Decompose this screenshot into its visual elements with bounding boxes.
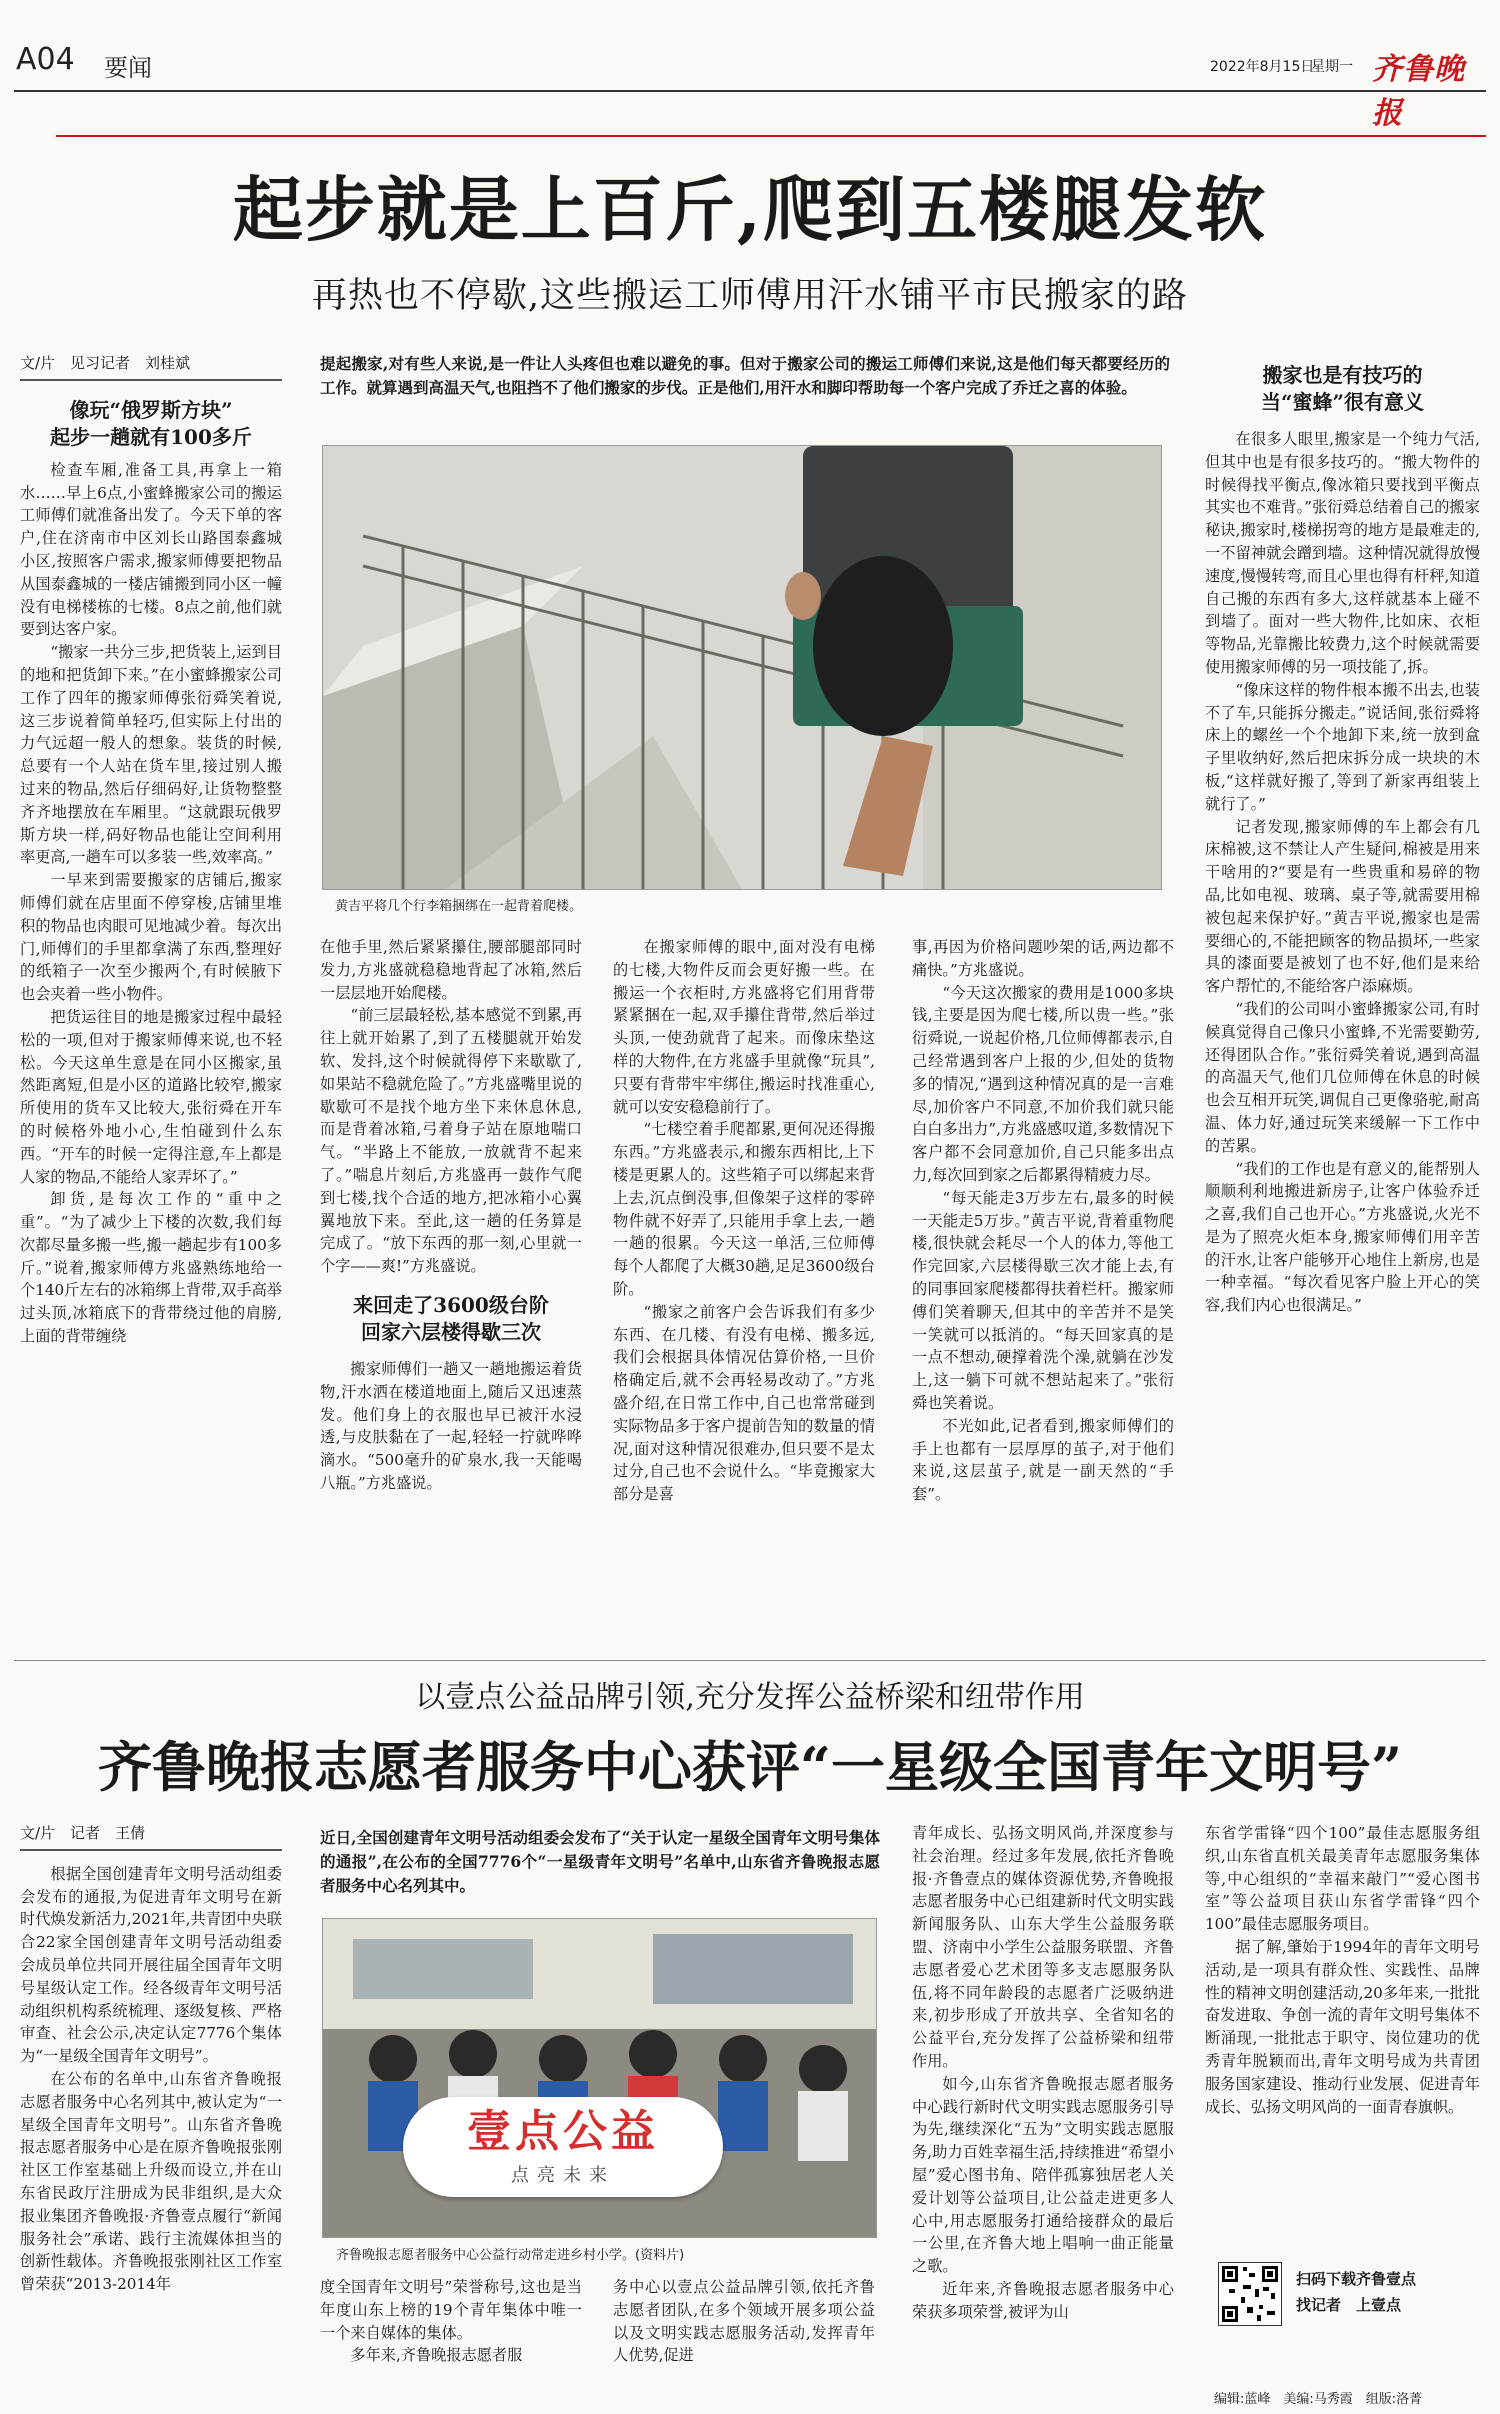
section-head-steps: 来回走了3600级台阶 回家六层楼得歇三次 <box>353 1292 549 1344</box>
qr-code-icon <box>1219 2263 1281 2325</box>
paragraph: 东省学雷锋“四个100”最佳志愿服务组织,山东省直机关最美青年志愿服务集体等,中心组织的“幸福来敲门”“爱心图书室”等公益项目获山东省学雷锋“四个100”最佳志愿服务项目。 <box>1205 1824 1480 1934</box>
paragraph: 事,再因为价格问题吵架的话,两边都不痛快。”方兆盛说。 <box>912 938 1174 979</box>
paragraph: 据了解,肇始于1994年的青年文明号活动,是一项具有群众性、实践性、品牌性的精神文明创建活动,20多年来,一批批奋发进取、争创一流的青年文明号集体不断涌现,一批批志于职守、岗位建功的优秀青年脱颖而出,青年文明号成为共青团服务国家建设、推动行业发展、促进青年成长、弘扬文明风尚的一面青春旗帜。 <box>1205 1937 1480 2116</box>
logo-slogan: 点亮未来 <box>511 2165 615 2186</box>
story2-column-5 <box>1205 1822 1480 2118</box>
paragraph: 在他手里,然后紧紧攥住,腰部腿部同时发力,方兆盛就稳稳地背起了冰箱,然后一层层地开始爬楼。 <box>320 938 582 1002</box>
newspaper-logo: 齐鲁晚报 <box>1372 52 1465 131</box>
paragraph: “搬家一共分三步,把货装上,运到目的地和把货卸下来。”在小蜜蜂搬家公司工作了四年的搬家师傅张衍舜笑着说,这三步说着简单轻巧,但实际上付出的力气远超一般人的想象。装货的时候,总要有一个人站在货车里,接过别人搬过来的物品,然后仔细码好,让货物整整齐齐地摆放在车厢里。“这就跟玩俄罗斯方块一样,码好物品也能让空间利用率更高,一趟车可以多装一些,效率高。” <box>20 643 282 867</box>
section-head-tetris: 像玩“俄罗斯方块” 起步一趟就有100多斤 <box>50 397 252 449</box>
paragraph: 在公布的名单中,山东省齐鲁晚报志愿者服务中心名列其中,被认定为“一星级全国青年文明号”。山东省齐鲁晚报志愿者服务中心是在原齐鲁晚报张刚社区工作室基础上升级而设立,并在山东省民政厅注册成为民非组织,是大众报业集团齐鲁晚报·齐鲁壹点履行“新闻服务社会”承诺、践行主流媒体担当的创新性载体。齐鲁晚报张刚社区工作室曾荣获“2013-2014年 <box>20 2069 282 2294</box>
story1-column-5 <box>1205 362 1480 1317</box>
paragraph: “每天能走3万步左右,最多的时候一天能走5万步。”黄吉平说,背着重物爬楼,很快就会耗尽一个人的体力,等他工作完回家,六层楼得歇三次才能上去,有的同事回家爬楼都得扶着栏杆。搬家师傅们笑着聊天,但其中的辛苦并不是笑一笑就可以抵消的。“每天回家真的是一点不想动,硬撑着洗个澡,就躺在沙发上,这一躺下可就不想站起来了。”张衍舜也笑着说。 <box>912 1188 1174 1412</box>
story1-lead: 提起搬家,对有些人来说,是一件让人头疼但也难以避免的事。但对于搬家公司的搬运工师傅们来说,这是他们每天都要经历的工作。就算遇到高温天气,也阻挡不了他们搬家的步伐。正是他们,用汗水和脚印帮助每一个客户完成了乔迁之喜的体验。 <box>320 354 1170 397</box>
stairs-photo-image <box>323 446 1162 890</box>
logo-text: 壹点公益 <box>467 2106 659 2157</box>
paragraph: 在搬家师傅的眼中,面对没有电梯的七楼,大物件反而会更好搬一些。在搬运一个衣柜时,方兆盛将它们用背带紧紧捆在一起,双手攥住背带,然后举过头顶,一使劲就背了起来。而像床垫这样的大物件,在方兆盛手里就像“玩具”,只要有背带牢牢绑住,搬运时找准重心,就可以安安稳稳前行了。 <box>613 938 875 1116</box>
paragraph: “今天这次搬家的费用是1000多块钱,主要是因为爬七楼,所以贵一些。”张衍舜说,一说起价格,几位师傅都表示,自己经常遇到客户上报的少,但处的货物多的情况,“遇到这种情况真的是一言难尽,加价客户不同意,不加价我们就只能白白多出力”,方兆盛感叹道,多数情况下客户都不会同意加价,自己只能多出点力,每次回到家之后都累得精疲力尽。 <box>912 983 1174 1184</box>
paragraph: 多年来,齐鲁晚报志愿者服 <box>350 2346 523 2365</box>
page-header <box>14 40 1486 131</box>
page-number: A04 <box>16 42 75 77</box>
section-name: 要闻 <box>104 54 152 82</box>
story2-byline: 文/片 记者 王倩 <box>20 1822 282 1851</box>
paragraph: 搬家师傅们一趟又一趟地搬运着货物,汗水洒在楼道地面上,随后又迅速蒸发。他们身上的衣服也早已被汗水浸透,与皮肤黏在了一起,轻轻一拧就哗哗滴水。“500毫升的矿泉水,我一天能喝八瓶。”方兆盛说。 <box>320 1359 582 1492</box>
paragraph: “我们的工作也是有意义的,能帮别人顺顺利利地搬进新房子,让客户体验乔迁之喜,我们自己也开心。”方兆盛说,火光不是为了照亮火炬本身,搬家师傅们用辛苦的汗水,让客户能够开心地住上新房,也是一种幸福。“每次看见客户脸上开心的笑容,我们内心也很满足。” <box>1205 1159 1480 1315</box>
paragraph: “像床这样的物件根本搬不出去,也装不了车,只能拆分搬走。”说话间,张衍舜将床上的螺丝一个个地卸下来,统一放到盒子里收纳好,然后把床拆分成一块块的木板,“这样就好搬了,等到了新家再组装上就行了。” <box>1205 680 1480 813</box>
qr-code[interactable] <box>1218 2262 1282 2326</box>
paragraph: “七楼空着手爬都累,更何况还得搬东西。”方兆盛表示,和搬东西相比,上下楼是更累人的。这些箱子可以绑起来背上去,沉点倒没事,但像架子这样的零碎物件就不好弄了,只能用手拿上去,一趟一趟的很累。今天这一单活,三位师傅每个人都爬了大概30趟,足足3600级台阶。 <box>613 1120 875 1298</box>
qr-caption-2: 找记者 上壹点 <box>1296 2296 1402 2314</box>
story2-kicker: 以壹点公益品牌引领,充分发挥公益桥梁和纽带作用 <box>415 1680 1085 1715</box>
stairs-photo <box>322 445 1162 890</box>
story1-column-3 <box>613 936 875 1506</box>
paragraph: 不光如此,记者看到,搬家师傅们的手上也都有一层厚厚的茧子,对于他们来说,这层茧子,就是一副天然的“手套”。 <box>912 1416 1174 1504</box>
story1-column-4 <box>912 936 1174 1506</box>
paragraph: 卸货,是每次工作的“重中之重”。“为了减少上下楼的次数,我们每次都尽量多搬一些,搬一趟起步有100多斤。”说着,搬家师傅方兆盛熟练地给一个140斤左右的冰箱绑上背带,双手高举过头顶,冰箱底下的背带绕过他的肩膀,上面的背带缠绕 <box>20 1190 282 1346</box>
paragraph: 检查车厢,准备工具,再拿上一箱水……早上6点,小蜜蜂搬家公司的搬运工师傅们就准备出发了。今天下单的客户,住在济南市中区刘长山路国泰鑫城小区,按照客户需求,搬家师傅要把物品从国泰鑫城的一楼店铺搬到同小区一幢没有电梯楼栋的七楼。8点之前,他们就要到达客户家。 <box>20 460 282 639</box>
paragraph: 青年成长、弘扬文明风尚,并深度参与社会治理。经过多年发展,依托齐鲁晚报·齐鲁壹点的媒体资源优势,齐鲁晚报志愿者服务中心已组建新时代文明实践新闻服务队、山东大学生公益服务联盟、济南中小学生公益服务联盟、齐鲁志愿者爱心艺术团等多支志愿服务队伍,将不同年龄段的志愿者广泛吸纳进来,初步形成了开放共享、全省知名的公益平台,充分发挥了公益桥梁和纽带作用。 <box>912 1824 1174 2070</box>
story2-column-3 <box>613 2276 875 2367</box>
paragraph: “前三层最轻松,基本感觉不到累,再往上就开始累了,到了五楼腿就开始发软、发抖,这个时候就得停下来歇歇了,如果站不稳就危险了。”方兆盛嘴里说的歇歇可不是找个地方坐下来休息休息,而是背着冰箱,弓着身子站在原地喘口气。“半路上不能放,一放就背不起来了。”喘息片刻后,方兆盛再一鼓作气爬到七楼,找个合适的地方,把冰箱小心翼翼地放下来。至此,这一趟的任务算是完成了。“放下东西的那一刻,心里就一个字——爽!”方兆盛说。 <box>320 1006 582 1276</box>
school-photo-caption: 齐鲁晚报志愿者服务中心公益行动常走进乡村小学。(资料片) <box>336 2248 685 2263</box>
story1-byline: 文/片 见习记者 刘桂斌 <box>20 352 282 381</box>
paragraph: “我们的公司叫小蜜蜂搬家公司,有时候真觉得自己像只小蜜蜂,不光需要勤劳,还得团队合作。”张衍舜笑着说,遇到高温的高温天气,他们几位师傅在休息的时候也会互相开玩笑,调侃自己更像骆驼,耐高温、体力好,通过玩笑来缓解一下工作中的苦累。 <box>1205 999 1480 1155</box>
footer-credits: 编辑:蓝峰 美编:马秀霞 组版:洛菁 <box>1214 2392 1423 2407</box>
qr-caption-1: 扫码下载齐鲁壹点 <box>1296 2270 1417 2288</box>
story1-subhead: 再热也不停歇,这些搬运工师傅用汗水铺平市民搬家的路 <box>311 276 1189 316</box>
story2-column-1 <box>20 1822 282 2296</box>
yidian-gongyi-logo <box>403 2097 723 2197</box>
paragraph: 把货运往目的地是搬家过程中最轻松的一项,但对于搬家师傅来说,也不轻松。今天这单生意是在同小区搬家,虽然距离短,但是小区的道路比较窄,搬家所使用的货车又比较大,张衍舜在开车的时候格外地小心,生怕碰到什么东西。“开车的时候一定得注意,车上都是人家的物品,不能给人家弄坏了。” <box>20 1007 282 1186</box>
story2-headline: 齐鲁晚报志愿者服务中心获评“一星级全国青年文明号” <box>97 1735 1403 1799</box>
paragraph: “搬家之前客户会告诉我们有多少东西、在几楼、有没有电梯、搬多远,我们会根据具体情况估算价格,一旦价格确定后,就不会再轻易改动了。”方兆盛介绍,在日常工作中,自己也常常碰到实际物品多于客户提前告知的数量的情况,面对这种情况很难办,但只要不是太过分,自己也不会说什么。“毕竟搬家大部分是喜 <box>613 1302 875 1504</box>
section-head-skills: 搬家也是有技巧的 当“蜜蜂”很有意义 <box>1260 363 1424 414</box>
paragraph: 根据全国创建青年文明号活动组委会发布的通报,为促进青年文明号在新时代焕发新活力,2021年,共青团中央联合22家全国创建青年文明号活动组委会成员单位共同开展往届全国青年文明号星级认定工作。经各级青年文明号活动组织机构系统梳理、逐级复核、严格审查、社会公示,决定认定7776个集体为“一星级全国青年文明号”。 <box>20 1864 282 2066</box>
paragraph: 一早来到需要搬家的店铺后,搬家师傅们就在店里面不停穿梭,店铺里堆积的物品也肉眼可见地减少着。每次出门,师傅们的手里都拿满了东西,整理好的纸箱子一次至少搬两个,有时候腋下也会夹着一些小物件。 <box>20 871 282 1004</box>
story1-column-1 <box>20 352 282 1348</box>
issue-weekday: 星期一 <box>1311 59 1353 75</box>
red-rule <box>56 135 1486 137</box>
paragraph: 度全国青年文明号”荣誉称号,这也是当年度山东上榜的19个青年集体中唯一一个来自媒体的集体。 <box>320 2278 582 2342</box>
story2-column-4 <box>912 1822 1174 2324</box>
paragraph: 记者发现,搬家师傅的车上都会有几床棉被,这不禁让人产生疑问,棉被是用来干啥用的?“要是有一些贵重和易碎的物品,比如电视、玻璃、桌子等,就需要用棉被包起来保护好。”黄吉平说,搬家也是需要细心的,不能把顾客的物品损坏,一些家具的漆面要是被划了也不好,他们是来给客户帮忙的,不能给客户添麻烦。 <box>1205 817 1480 996</box>
story2-lead: 近日,全国创建青年文明号活动组委会发布了“关于认定一星级全国青年文明号集体的通报”,在公布的全国7776个“一星级青年文明号”名单中,山东省齐鲁晚报志愿者服务中心名列其中。 <box>320 1828 880 1895</box>
issue-date: 2022年8月15日 <box>1210 59 1315 75</box>
paragraph: 如今,山东省齐鲁晚报志愿者服务中心践行新时代文明实践志愿服务引导为先,继续深化“五为”文明实践志愿服务,助力百姓幸福生活,持续推进“希望小屋”爱心图书角、陪伴孤寡独居老人关爱计划等公益项目,让公益走进更多人心中,用志愿服务打通给接群众的最后一公里,在齐鲁大地上唱响一曲正能量之歌。 <box>912 2074 1174 2276</box>
story1-column-2 <box>320 936 582 1495</box>
paragraph: 在很多人眼里,搬家是一个纯力气活,但其中也是有很多技巧的。“搬大物件的时候得找平衡点,像冰箱只要找到平衡点其实也不难背。”张衍舜总结着自己的搬家秘诀,搬家时,楼梯拐弯的地方是最难走的,一不留神就会蹭到墙。这种情况就得放慢速度,慢慢转弯,而且心里也得有杆秤,知道自己搬的东西有多大,这样就基本上碰不到墙了。面对一些大物件,比如床、衣柜等物品,光靠搬比较费力,这个时候就需要使用搬家师傅的另一项技能了,拆。 <box>1205 430 1480 676</box>
story-divider <box>14 1660 1486 1661</box>
paragraph: 近年来,齐鲁晚报志愿者服务中心荣获多项荣誉,被评为山 <box>912 2279 1174 2321</box>
story1-headline: 起步就是上百斤,爬到五楼腿发软 <box>232 168 1268 251</box>
paragraph: 务中心以壹点公益品牌引领,依托齐鲁志愿者团队,在多个领域开展多项公益以及文明实践志愿服务活动,发挥青年人优势,促进 <box>613 2278 875 2365</box>
stairs-photo-caption: 黄吉平将几个行李箱捆绑在一起背着爬楼。 <box>335 899 583 914</box>
story2-column-2 <box>320 2276 582 2367</box>
school-photo <box>322 1918 877 2238</box>
